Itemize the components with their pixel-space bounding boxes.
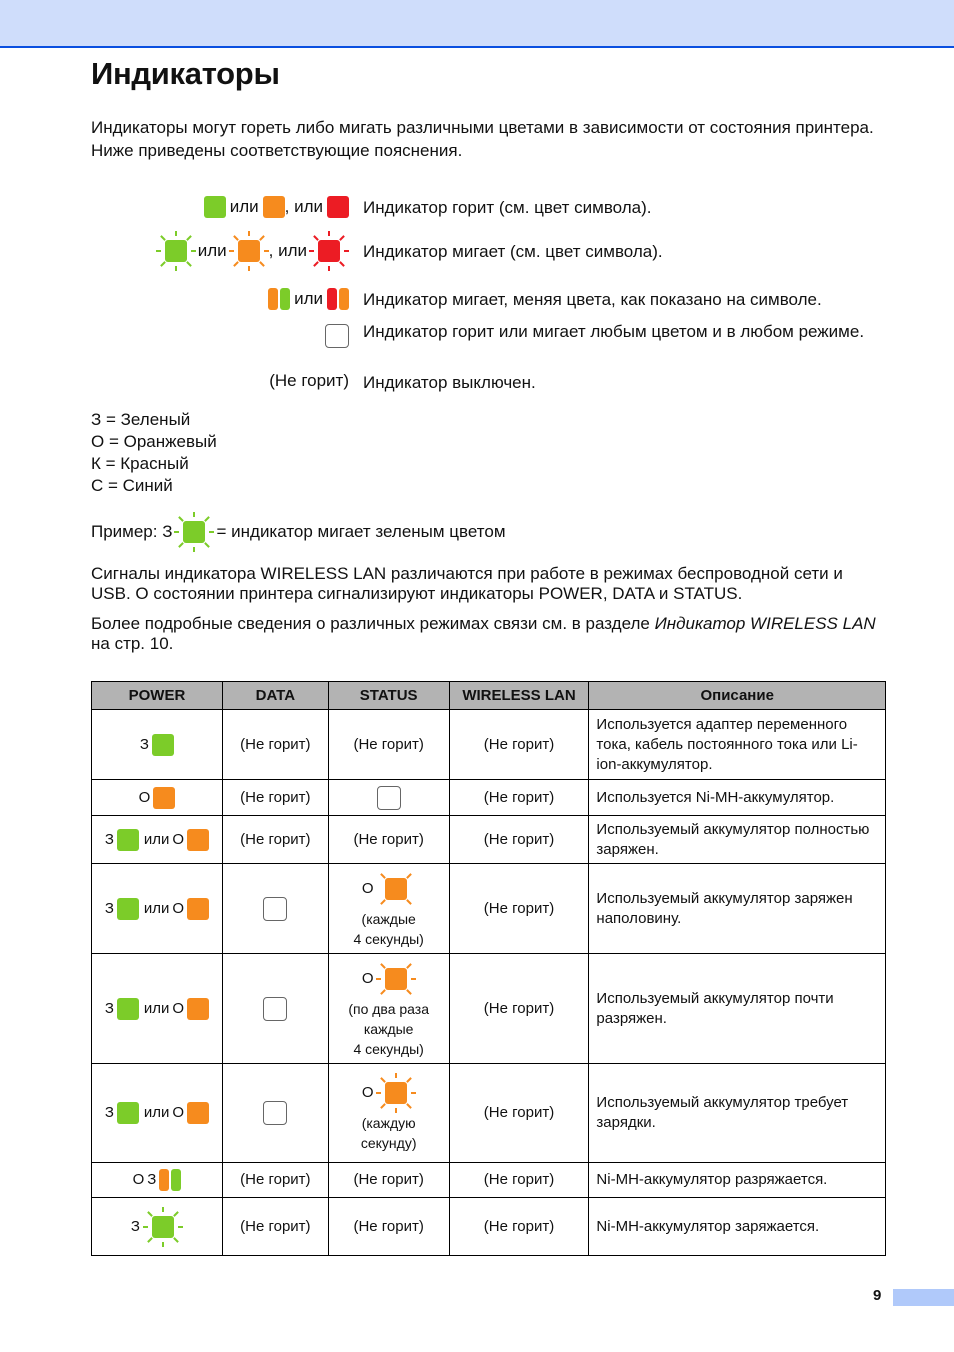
header-wireless-lan: WIRELESS LAN (449, 682, 589, 710)
data-cell (222, 954, 328, 1064)
data-cell (222, 864, 328, 954)
green-led-icon (117, 1102, 139, 1124)
color-letter: З (130, 1217, 140, 1235)
description-cell: Используемый аккумулятор требует зарядки. (589, 1064, 886, 1163)
indicator-table (91, 681, 886, 1256)
power-cell (92, 710, 223, 780)
wlan-cell: (Не горит) (449, 1064, 589, 1163)
status-cell (328, 954, 449, 1064)
data-cell: (Не горит) (222, 816, 328, 864)
or-label: или (143, 830, 170, 848)
example-prefix: Пример: З (91, 522, 173, 541)
any-state-led-icon (263, 1101, 287, 1125)
status-cell: (Не горит) (328, 816, 449, 864)
legend-text: Индикатор выключен. (363, 373, 536, 392)
page-tab-marker (893, 1289, 954, 1306)
legend-symbol-blinking (156, 231, 349, 271)
color-code-orange: О = Оранжевый (91, 432, 217, 451)
or-label: или (229, 197, 259, 216)
any-state-led-icon (377, 786, 401, 810)
power-cell (92, 864, 223, 954)
status-cell (328, 780, 449, 816)
or-label: , или (284, 197, 323, 216)
or-label: или (197, 241, 227, 260)
wlan-cell: (Не горит) (449, 864, 589, 954)
status-cell (328, 864, 449, 954)
green-led-icon (152, 734, 174, 756)
red-blinking-led-icon (309, 231, 349, 271)
data-cell: (Не горит) (222, 710, 328, 780)
blink-note: каждые (363, 1020, 414, 1037)
orange-led-icon (263, 196, 285, 218)
power-cell (92, 1163, 223, 1198)
orange-slow-blink-led-icon (376, 869, 416, 909)
orange-led-icon (187, 1102, 209, 1124)
header-description: Описание (589, 682, 886, 710)
any-state-led-icon (263, 897, 287, 921)
table-row (92, 1064, 886, 1163)
legend-text: Индикатор мигает (см. цвет символа). (363, 242, 663, 261)
legend-symbol-any (325, 324, 349, 348)
data-cell (222, 1064, 328, 1163)
header-band (0, 0, 954, 48)
header-power: POWER (92, 682, 223, 710)
table-row (92, 1163, 886, 1198)
orange-led-icon (153, 787, 175, 809)
orange-blinking-led-icon (229, 231, 269, 271)
wlan-cell: (Не горит) (449, 954, 589, 1064)
wlan-cell: (Не горит) (449, 1163, 589, 1198)
green-blinking-led-icon (156, 231, 196, 271)
color-code-red: К = Красный (91, 454, 189, 473)
page-title: Индикаторы (91, 56, 280, 91)
reference-link[interactable]: Индикатор WIRELESS LAN (654, 614, 876, 633)
reference-text: Более подробные сведения о различных режимах связи см. в разделе (91, 614, 655, 633)
example-suffix: = индикатор мигает зеленым цветом (216, 522, 506, 541)
color-letter: О (138, 788, 151, 806)
table-row (92, 710, 886, 780)
green-led-icon (204, 196, 226, 218)
or-label: , или (268, 241, 307, 260)
color-letter: О (172, 899, 185, 917)
color-code-green: З = Зеленый (91, 410, 191, 429)
or-label: или (294, 289, 323, 308)
description-cell: Ni-MH-аккумулятор разряжается. (589, 1163, 886, 1198)
page-number: 9 (873, 1287, 882, 1304)
orange-led-icon (187, 829, 209, 851)
color-letter: О (172, 999, 185, 1017)
reference-paragraph (91, 614, 881, 654)
color-letter: О (361, 969, 374, 987)
table-row (92, 954, 886, 1064)
intro-paragraph: Индикаторы могут гореть либо мигать различными цветами в зависимости от состояния принтера. Ниже приведены соответствующие пояснения. (91, 118, 874, 160)
table-row (92, 816, 886, 864)
orange-led-icon (187, 998, 209, 1020)
header-status: STATUS (328, 682, 449, 710)
blink-note: 4 секунды) (353, 930, 424, 947)
table-row (92, 1198, 886, 1256)
data-cell: (Не горит) (222, 1163, 328, 1198)
table-row (92, 864, 886, 954)
color-letter: З (147, 1171, 157, 1188)
color-letter: О (361, 1084, 374, 1101)
description-cell: Используемый аккумулятор заряжен наполовину. (589, 864, 886, 954)
power-cell (92, 1198, 223, 1256)
any-state-led-icon (325, 324, 349, 348)
orange-double-blink-led-icon (376, 959, 416, 999)
power-cell (92, 780, 223, 816)
color-letter: З (104, 899, 114, 917)
blink-note: (по два раза (348, 1000, 429, 1017)
orange-green-alternating-led-icon (268, 288, 290, 310)
color-code-blue: С = Синий (91, 476, 173, 495)
color-codes (91, 409, 217, 497)
wlan-cell: (Не горит) (449, 1198, 589, 1256)
any-state-led-icon (263, 997, 287, 1021)
green-led-icon (117, 898, 139, 920)
status-cell (328, 1064, 449, 1163)
legend-symbol-off: (Не горит) (269, 371, 349, 390)
or-label: или (143, 1104, 170, 1121)
orange-green-alternating-led-icon (159, 1169, 181, 1191)
blink-note: 4 секунды) (353, 1040, 424, 1057)
wlan-cell: (Не горит) (449, 816, 589, 864)
header-data: DATA (222, 682, 328, 710)
orange-fast-blink-led-icon (376, 1073, 416, 1113)
description-cell: Используется адаптер переменного тока, кабель постоянного тока или Li-ion-аккумулятор. (589, 710, 886, 780)
power-cell (92, 1064, 223, 1163)
status-cell: (Не горит) (328, 1163, 449, 1198)
color-letter: О (361, 879, 374, 897)
color-letter: О (172, 1104, 185, 1121)
description-cell: Используемый аккумулятор полностью заряжен. (589, 816, 886, 864)
reference-text: на стр. 10. (91, 634, 174, 653)
description-cell: Ni-MH-аккумулятор заряжается. (589, 1198, 886, 1256)
blink-note: секунду) (360, 1135, 417, 1151)
green-led-icon (117, 998, 139, 1020)
wireless-paragraph: Сигналы индикатора WIRELESS LAN различаются при работе в режимах беспроводной сети и USB. О состоянии принтера сигнализируют индикаторы POWER, DATA и STATUS. (91, 564, 843, 603)
or-label: или (143, 899, 170, 917)
table-row (92, 780, 886, 816)
color-letter: З (139, 735, 149, 753)
description-cell: Используется Ni-MH-аккумулятор. (589, 780, 886, 816)
legend-text: Индикатор горит (см. цвет символа). (363, 198, 652, 217)
legend-symbol-solid (204, 196, 349, 218)
red-orange-alternating-led-icon (327, 288, 349, 310)
status-cell: (Не горит) (328, 1198, 449, 1256)
blink-note: (каждую (361, 1115, 416, 1131)
description-cell: Используемый аккумулятор почти разряжен. (589, 954, 886, 1064)
orange-led-icon (187, 898, 209, 920)
legend-symbol-alternating (268, 288, 349, 310)
power-cell (92, 954, 223, 1064)
example-line (91, 512, 506, 552)
color-letter: З (104, 999, 114, 1017)
red-led-icon (327, 196, 349, 218)
status-cell: (Не горит) (328, 710, 449, 780)
color-letter: З (104, 830, 114, 848)
data-cell: (Не горит) (222, 1198, 328, 1256)
blink-note: (каждые (361, 910, 416, 927)
green-blinking-led-icon (174, 512, 214, 552)
color-letter: З (104, 1104, 114, 1121)
legend-text: Индикатор мигает, меняя цвета, как показано на символе. (363, 290, 822, 309)
data-cell: (Не горит) (222, 780, 328, 816)
green-blinking-led-icon (143, 1207, 183, 1247)
color-letter: О (132, 1171, 145, 1188)
legend-text: Индикатор горит или мигает любым цветом и в любом режиме. (363, 322, 865, 341)
wlan-cell: (Не горит) (449, 780, 589, 816)
color-letter: О (172, 830, 185, 848)
green-led-icon (117, 829, 139, 851)
power-cell (92, 816, 223, 864)
or-label: или (143, 999, 170, 1017)
wlan-cell: (Не горит) (449, 710, 589, 780)
table-header-row (92, 682, 886, 710)
